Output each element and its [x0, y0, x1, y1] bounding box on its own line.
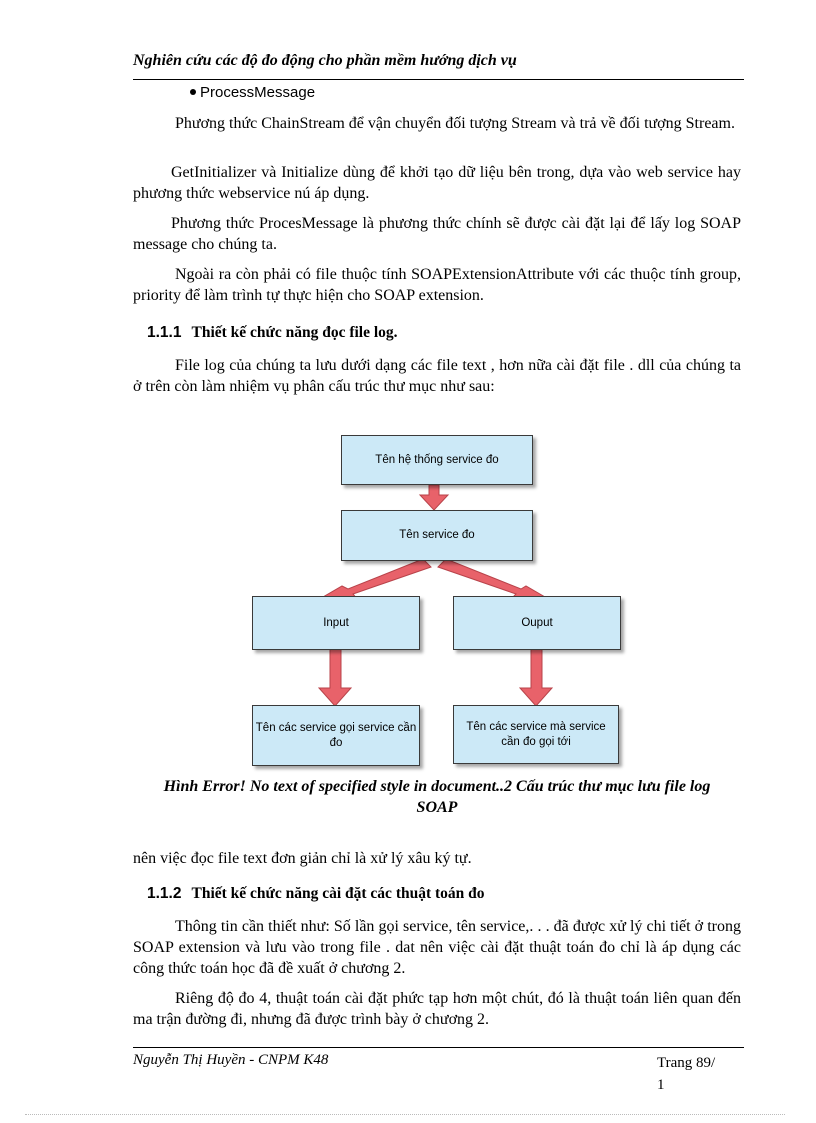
paragraph-algorithms: Thông tin cần thiết như: Số lần gọi service, tên service,. . . đã được xử lý chi tiết ở trong SOAP extension và lưu vào trong file . dat nên việc cài đặt thuật toán đo chỉ là áp dụng các công thức toán học đã đề xuất ở chương 2. [133, 918, 741, 977]
header-rule [133, 79, 744, 80]
page-header-title: Nghiên cứu các độ đo động cho phần mềm hướng dịch vụ [133, 52, 517, 69]
section-title: Thiết kế chức năng cài đặt các thuật toán đo [191, 885, 485, 902]
section-heading-1-1-1 [147, 324, 398, 342]
paragraph-file-log: File log của chúng ta lưu dưới dạng các file text , hơn nữa cài đặt file . dll của chúng ta ở trên còn làm nhiệm vụ phân cấu trúc thư mục như sau: [133, 357, 741, 395]
diagram-box-callers: Tên các service mà service cần đo gọi tới [453, 705, 619, 764]
paragraph-text-processing: nên việc đọc file text đơn giản chỉ là xử lý xâu ký tự. [133, 850, 472, 867]
section-title: Thiết kế chức năng đọc file log. [191, 324, 398, 341]
diagram-box-system: Tên hệ thống service đo [341, 435, 533, 485]
bullet-item [190, 84, 315, 101]
paragraph-attribute: Ngoài ra còn phải có file thuộc tính SOAPExtensionAttribute với các thuộc tính group, priority để làm trình tự thực hiện cho SOAP extension. [133, 266, 741, 304]
paragraph-measure-4: Riêng độ đo 4, thuật toán cài đặt phức tạp hơn một chút, đó là thuật toán liên quan đến ma trận đường đi, nhưng đã được trình bày ở chương 2. [133, 990, 741, 1028]
paragraph-chainstream: Phương thức ChainStream để vận chuyển đối tượng Stream và trả về đối tượng Stream. [175, 115, 735, 132]
footer-page-number [657, 1052, 715, 1096]
paragraph-initializer: GetInitializer và Initialize dùng để khởi tạo dữ liệu bên trong, dựa vào web service hay phương thức webservice nú áp dụng. [133, 164, 741, 202]
arrow-down-input [319, 649, 351, 706]
caption-line-2: SOAP [416, 799, 458, 816]
diagram-box-input: Input [252, 596, 420, 650]
arrow-down-output [520, 649, 552, 706]
bullet-dot-icon [190, 89, 196, 95]
diagram-box-output: Ouput [453, 596, 621, 650]
footer-author: Nguyễn Thị Huyền - CNPM K48 [133, 1052, 329, 1068]
caption-line-1: Hình Error! No text of specified style in document..2 Cấu trúc thư mục lưu file log [163, 778, 711, 795]
figure-caption [133, 776, 741, 818]
bullet-text: ProcessMessage [200, 84, 316, 101]
diagram-box-service: Tên service đo [341, 510, 533, 561]
arrow-down-1 [420, 485, 448, 510]
section-number: 1.1.1 [147, 324, 182, 341]
page-number-line-1: Trang 89/ [657, 1055, 716, 1071]
arrow-down-right [438, 559, 545, 600]
arrow-down-left [323, 559, 431, 600]
footer-rule [133, 1047, 744, 1048]
diagram-box-callees: Tên các service gọi service cần đo [252, 705, 420, 766]
section-heading-1-1-2 [147, 885, 485, 903]
page-number-line-2: 1 [657, 1077, 665, 1093]
page-bottom-dotted-line [25, 1114, 785, 1115]
paragraph-processmessage: Phương thức ProcesMessage là phương thức chính sẽ được cài đặt lại để lấy log SOAP message cho chúng ta. [133, 215, 741, 253]
section-number: 1.1.2 [147, 885, 182, 902]
